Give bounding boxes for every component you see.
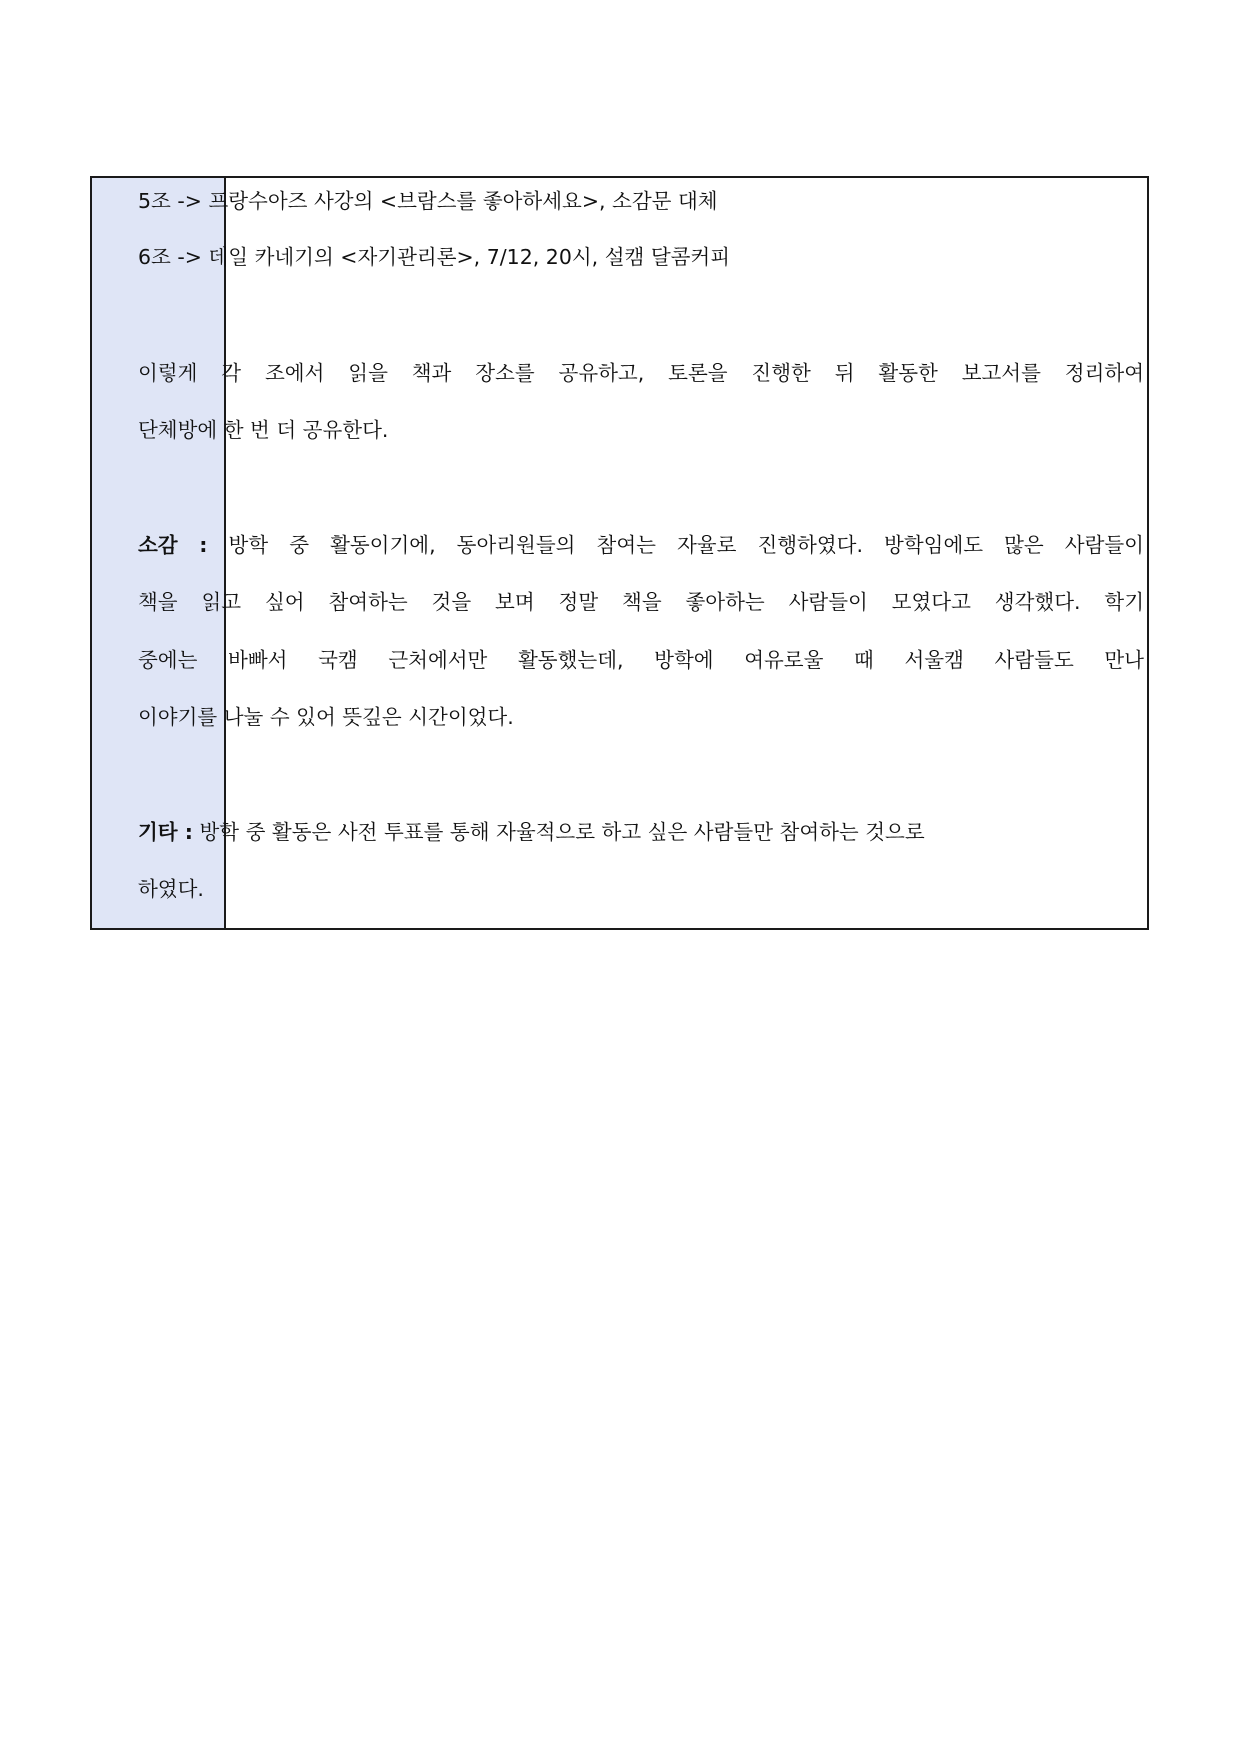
etc-heading: 기타 : [138, 820, 193, 844]
etc-line-1 [138, 820, 925, 844]
impression-line-1 [138, 533, 1144, 557]
impression-text-1: 방학 중 활동이기에, 동아리원들의 참여는 자율로 진행하였다. 방학임에도 많은 사람들이 [228, 533, 1144, 557]
impression-line-4: 이야기를 나눌 수 있어 뜻깊은 시간이었다. [138, 705, 514, 729]
impression-line-3: 중에는 바빠서 국캠 근처에서만 활동했는데, 방학에 여유로울 때 서울캠 사람들도 만나 [138, 648, 1144, 672]
group-6-line: 6조 -> 데일 카네기의 <자기관리론>, 7/12, 20시, 설캠 달콤커피 [138, 245, 731, 269]
etc-text-1: 방학 중 활동은 사전 투표를 통해 자율적으로 하고 싶은 사람들만 참여하는 것으로 [199, 820, 925, 844]
group-5-line: 5조 -> 프랑수아즈 사강의 <브람스를 좋아하세요>, 소감문 대체 [138, 189, 718, 213]
etc-line-2: 하였다. [138, 877, 204, 901]
impression-heading: 소감 : [138, 533, 208, 557]
summary-line-2: 단체방에 한 번 더 공유한다. [138, 418, 389, 442]
impression-line-2: 책을 읽고 싶어 참여하는 것을 보며 정말 책을 좋아하는 사람들이 모였다고 생각했다. 학기 [138, 590, 1144, 614]
summary-line-1: 이렇게 각 조에서 읽을 책과 장소를 공유하고, 토론을 진행한 뒤 활동한 보고서를 정리하여 [138, 361, 1144, 385]
